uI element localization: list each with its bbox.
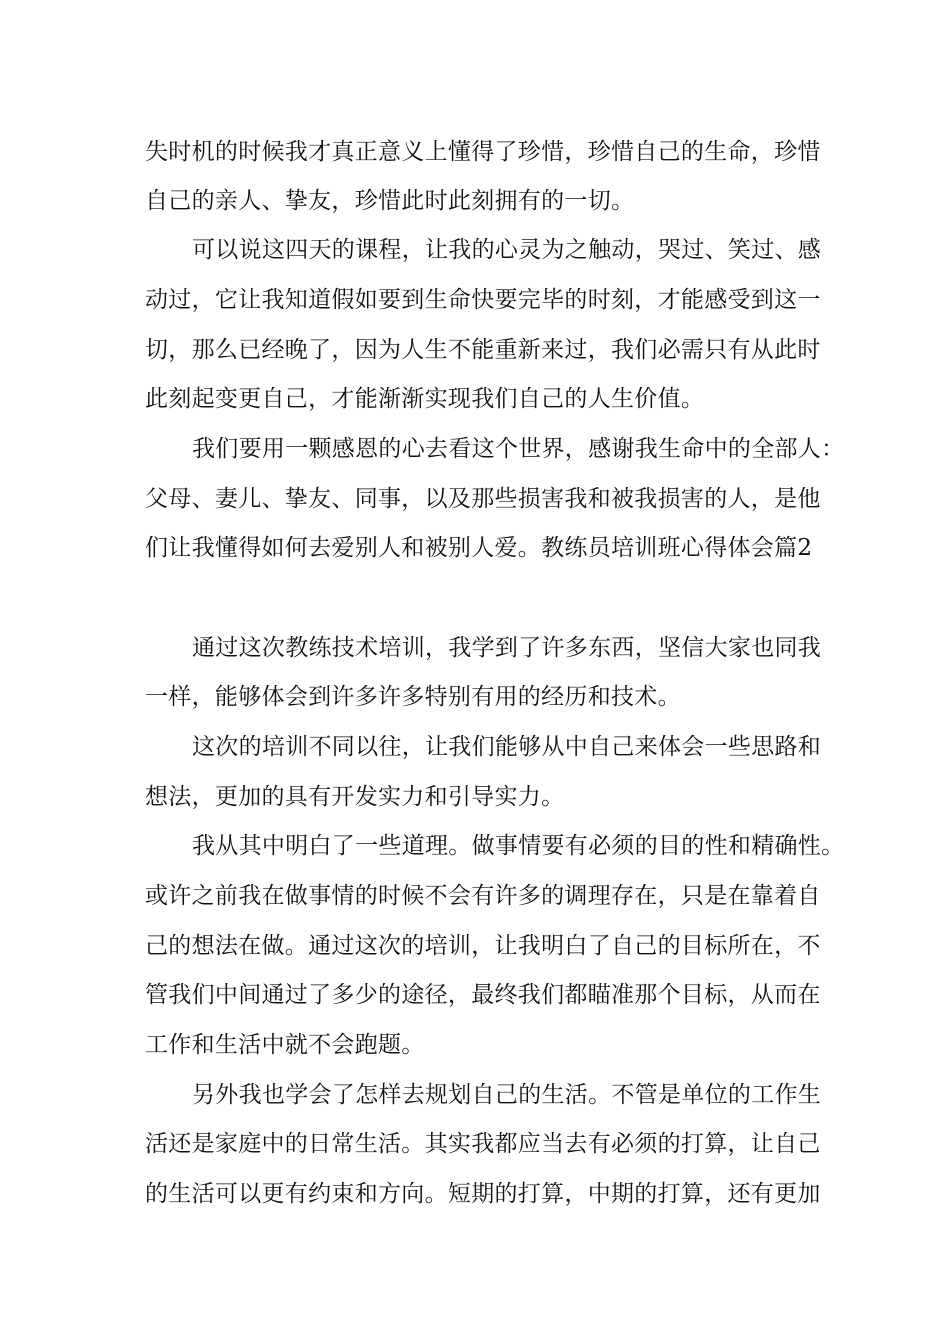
text-line: 通过这次教练技术培训，我学到了许多东西，坚信大家也同我 bbox=[192, 635, 822, 661]
text-line: 我从其中明白了一些道理。做事情要有必须的目的性和精确性。 bbox=[192, 833, 845, 859]
text-line: 这次的培训不同以往，让我们能够从中自己来体会一些思路和 bbox=[192, 734, 822, 760]
text-line: 动过，它让我知道假如要到生命快要完毕的时刻，才能感受到这一 bbox=[145, 287, 821, 313]
text-line: 父母、妻儿、挚友、同事，以及那些损害我和被我损害的人，是他 bbox=[145, 486, 821, 512]
text-line: 工作和生活中就不会跑题。 bbox=[145, 1032, 425, 1058]
text-line: 失时机的时候我才真正意义上懂得了珍惜，珍惜自己的生命，珍惜 bbox=[145, 139, 821, 165]
text-line: 自己的亲人、挚友，珍惜此时此刻拥有的一切。 bbox=[145, 188, 635, 214]
text-line: 管我们中间通过了多少的途径，最终我们都瞄准那个目标，从而在 bbox=[145, 982, 821, 1008]
text-line: 己的想法在做。通过这次的培训，让我明白了自己的目标所在，不 bbox=[145, 933, 821, 959]
text-line: 可以说这四天的课程，让我的心灵为之触动，哭过、笑过、感 bbox=[192, 237, 822, 263]
text-line: 此刻起变更自己，才能渐渐实现我们自己的人生价值。 bbox=[145, 386, 705, 412]
text-line: 另外我也学会了怎样去规划自己的生活。不管是单位的工作生 bbox=[192, 1082, 822, 1108]
text-line: 活还是家庭中的日常生活。其实我都应当去有必须的打算，让自己 bbox=[145, 1131, 821, 1157]
text-line: 我们要用一颗感恩的心去看这个世界，感谢我生命中的全部人： bbox=[192, 436, 845, 462]
text-line: 一样，能够体会到许多许多特别有用的经历和技术。 bbox=[145, 684, 681, 710]
text-line: 切，那么已经晚了，因为人生不能重新来过，我们必需只有从此时 bbox=[145, 337, 821, 363]
text-line: 想法，更加的具有开发实力和引导实力。 bbox=[145, 784, 565, 810]
text-line: 的生活可以更有约束和方向。短期的打算，中期的打算，还有更加 bbox=[145, 1181, 821, 1207]
text-line: 或许之前我在做事情的时候不会有许多的调理存在，只是在靠着自 bbox=[145, 883, 821, 909]
text-line: 们让我懂得如何去爱别人和被别人爱。教练员培训班心得体会篇2 bbox=[145, 535, 813, 561]
